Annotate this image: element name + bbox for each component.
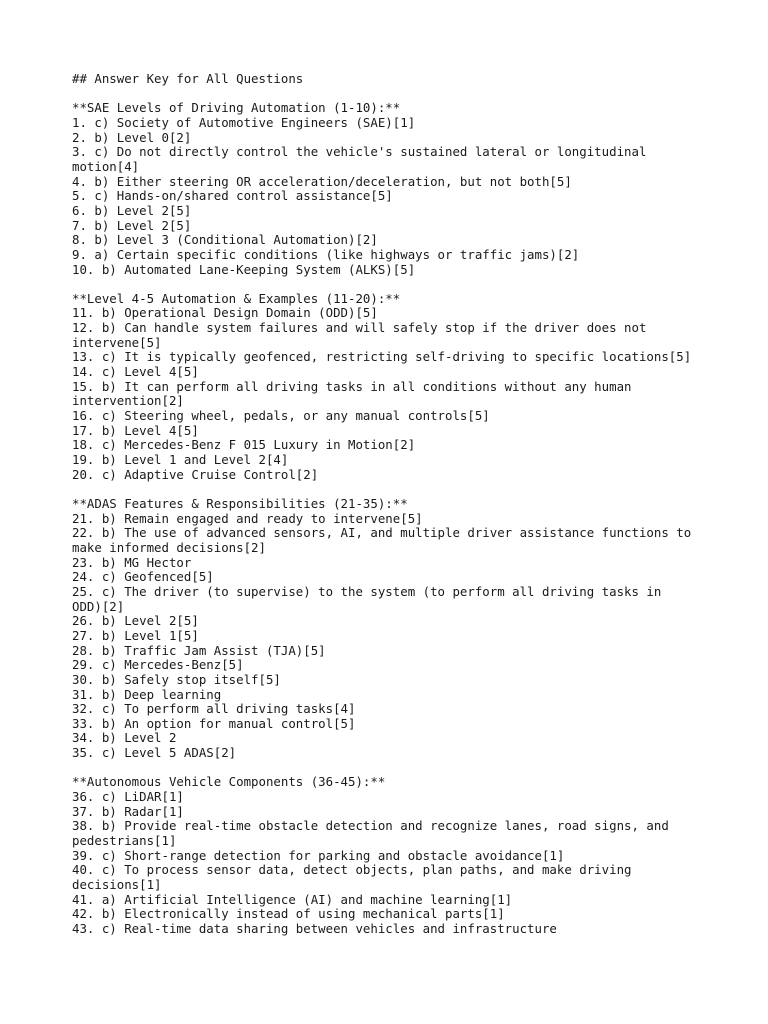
answer-line: 37. b) Radar[1] [72, 803, 184, 819]
answer-line: 18. c) Mercedes-Benz F 015 Luxury in Motion[2] [72, 437, 416, 453]
answer-line: 34. b) Level 2 [72, 730, 177, 746]
answer-line: 23. b) MG Hector [72, 554, 192, 570]
answer-line: 8. b) Level 3 (Conditional Automation)[2] [72, 232, 378, 248]
answer-line: pedestrians[1] [72, 833, 177, 849]
answer-line: 42. b) Electronically instead of using mechanical parts[1] [72, 906, 505, 922]
answer-line: 36. c) LiDAR[1] [72, 789, 184, 805]
answer-line: intervention[2] [72, 393, 184, 409]
answer-line: motion[4] [72, 158, 140, 174]
answer-line: 31. b) Deep learning [72, 686, 222, 702]
answer-line: 13. c) It is typically geofenced, restricting self-driving to specific locations[5] [72, 349, 692, 365]
answer-line: make informed decisions[2] [72, 539, 266, 555]
blank-line [72, 277, 712, 292]
answer-line: 19. b) Level 1 and Level 2[4] [72, 452, 289, 468]
answer-line: 29. c) Mercedes-Benz[5] [72, 657, 244, 673]
answer-line: 15. b) It can perform all driving tasks in all conditions without any human [72, 378, 632, 394]
answer-line: 39. c) Short-range detection for parking and obstacle avoidance[1] [72, 847, 565, 863]
answer-line: 27. b) Level 1[5] [72, 627, 199, 643]
answer-line: 20. c) Adaptive Cruise Control[2] [72, 466, 319, 482]
answer-line: decisions[1] [72, 877, 162, 893]
section-heading: **SAE Levels of Driving Automation (1-10):** [72, 100, 401, 116]
answer-line: 21. b) Remain engaged and ready to intervene[5] [72, 510, 423, 526]
answer-line: 12. b) Can handle system failures and will safely stop if the driver does not [72, 320, 647, 336]
answer-line: 7. b) Level 2[5] [72, 217, 192, 233]
answer-line: 38. b) Provide real-time obstacle detection and recognize lanes, road signs, and [72, 818, 669, 834]
answer-line: 5. c) Hands-on/shared control assistance[5] [72, 188, 393, 204]
answer-line: 40. c) To process sensor data, detect objects, plan paths, and make driving [72, 862, 632, 878]
answer-line: 4. b) Either steering OR acceleration/deceleration, but not both[5] [72, 173, 572, 189]
answer-line: 28. b) Traffic Jam Assist (TJA)[5] [72, 642, 326, 658]
section-heading: **ADAS Features & Responsibilities (21-35):** [72, 495, 408, 511]
answer-line: 11. b) Operational Design Domain (ODD)[5] [72, 305, 378, 321]
answer-line: 26. b) Level 2[5] [72, 613, 199, 629]
answer-line: 16. c) Steering wheel, pedals, or any manual controls[5] [72, 408, 490, 424]
answer-line: 1. c) Society of Automotive Engineers (SAE)[1] [72, 114, 416, 130]
answer-line: 3. c) Do not directly control the vehicle's sustained lateral or longitudinal [72, 144, 647, 160]
document-body [72, 72, 712, 937]
answer-line: 41. a) Artificial Intelligence (AI) and machine learning[1] [72, 891, 513, 907]
blank-line [72, 761, 712, 776]
answer-line: 2. b) Level 0[2] [72, 129, 192, 145]
answer-line: 33. b) An option for manual control[5] [72, 715, 356, 731]
answer-line: ODD)[2] [72, 598, 125, 614]
blank-line [72, 482, 712, 497]
answer-line: 6. b) Level 2[5] [72, 202, 192, 218]
answer-line: 30. b) Safely stop itself[5] [72, 671, 281, 687]
answer-line: 43. c) Real-time data sharing between vehicles and infrastructure [72, 921, 557, 936]
answer-line: 14. c) Level 4[5] [72, 364, 199, 380]
answer-line: 35. c) Level 5 ADAS[2] [72, 745, 237, 761]
section-heading: **Level 4-5 Automation & Examples (11-20):** [72, 290, 401, 306]
answer-line: 24. c) Geofenced[5] [72, 569, 214, 585]
answer-line: intervene[5] [72, 334, 162, 350]
answer-line: 10. b) Automated Lane-Keeping System (ALKS)[5] [72, 261, 416, 277]
section-heading: **Autonomous Vehicle Components (36-45):** [72, 774, 386, 790]
document-title: ## Answer Key for All Questions [72, 71, 304, 86]
answer-line: 17. b) Level 4[5] [72, 422, 199, 438]
answer-line: 22. b) The use of advanced sensors, AI, and multiple driver assistance functions to [72, 525, 692, 541]
answer-line: 9. a) Certain specific conditions (like highways or traffic jams)[2] [72, 246, 580, 262]
answer-line: 25. c) The driver (to supervise) to the system (to perform all driving tasks in [72, 583, 662, 599]
blank-line [72, 87, 712, 102]
answer-line: 32. c) To perform all driving tasks[4] [72, 701, 356, 717]
